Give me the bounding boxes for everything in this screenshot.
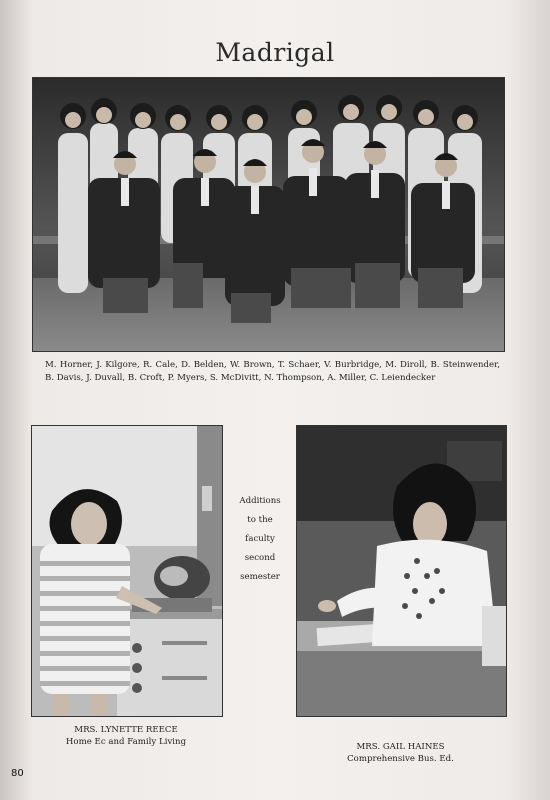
teacher-name: MRS. LYNETTE REECE — [74, 725, 178, 735]
madrigal-group-photo — [32, 77, 505, 352]
faculty-additions-note — [230, 492, 290, 587]
note-line: to the — [247, 515, 273, 525]
note-line: second — [244, 553, 276, 563]
teacher-caption-haines — [296, 741, 505, 765]
teacher-photo-haines — [296, 425, 507, 717]
teacher-subject: Home Ec and Family Living — [65, 737, 187, 747]
group-caption: M. Horner, J. Kilgore, R. Cale, D. Belden, W. Brown, T. Schaer, V. Burbridge, M. Diroll, B. Steinwender, B. Davis, J. Duvall, B. Croft, P. Myers, S. McDivitt, N. Thompson, A. Miller, C. Leiendecker — [45, 360, 500, 383]
teacher-name: MRS. GAIL HAINES — [356, 742, 445, 752]
page-title: Madrigal — [215, 38, 335, 67]
teacher-subject: Comprehensive Bus. Ed. — [347, 754, 454, 764]
teacher-photo-reece — [31, 425, 223, 717]
note-line: faculty — [245, 534, 275, 544]
page-number: 80 — [11, 768, 24, 779]
note-line: Additions — [239, 496, 281, 506]
note-line: semester — [240, 572, 280, 582]
teacher-caption-reece — [31, 724, 221, 748]
